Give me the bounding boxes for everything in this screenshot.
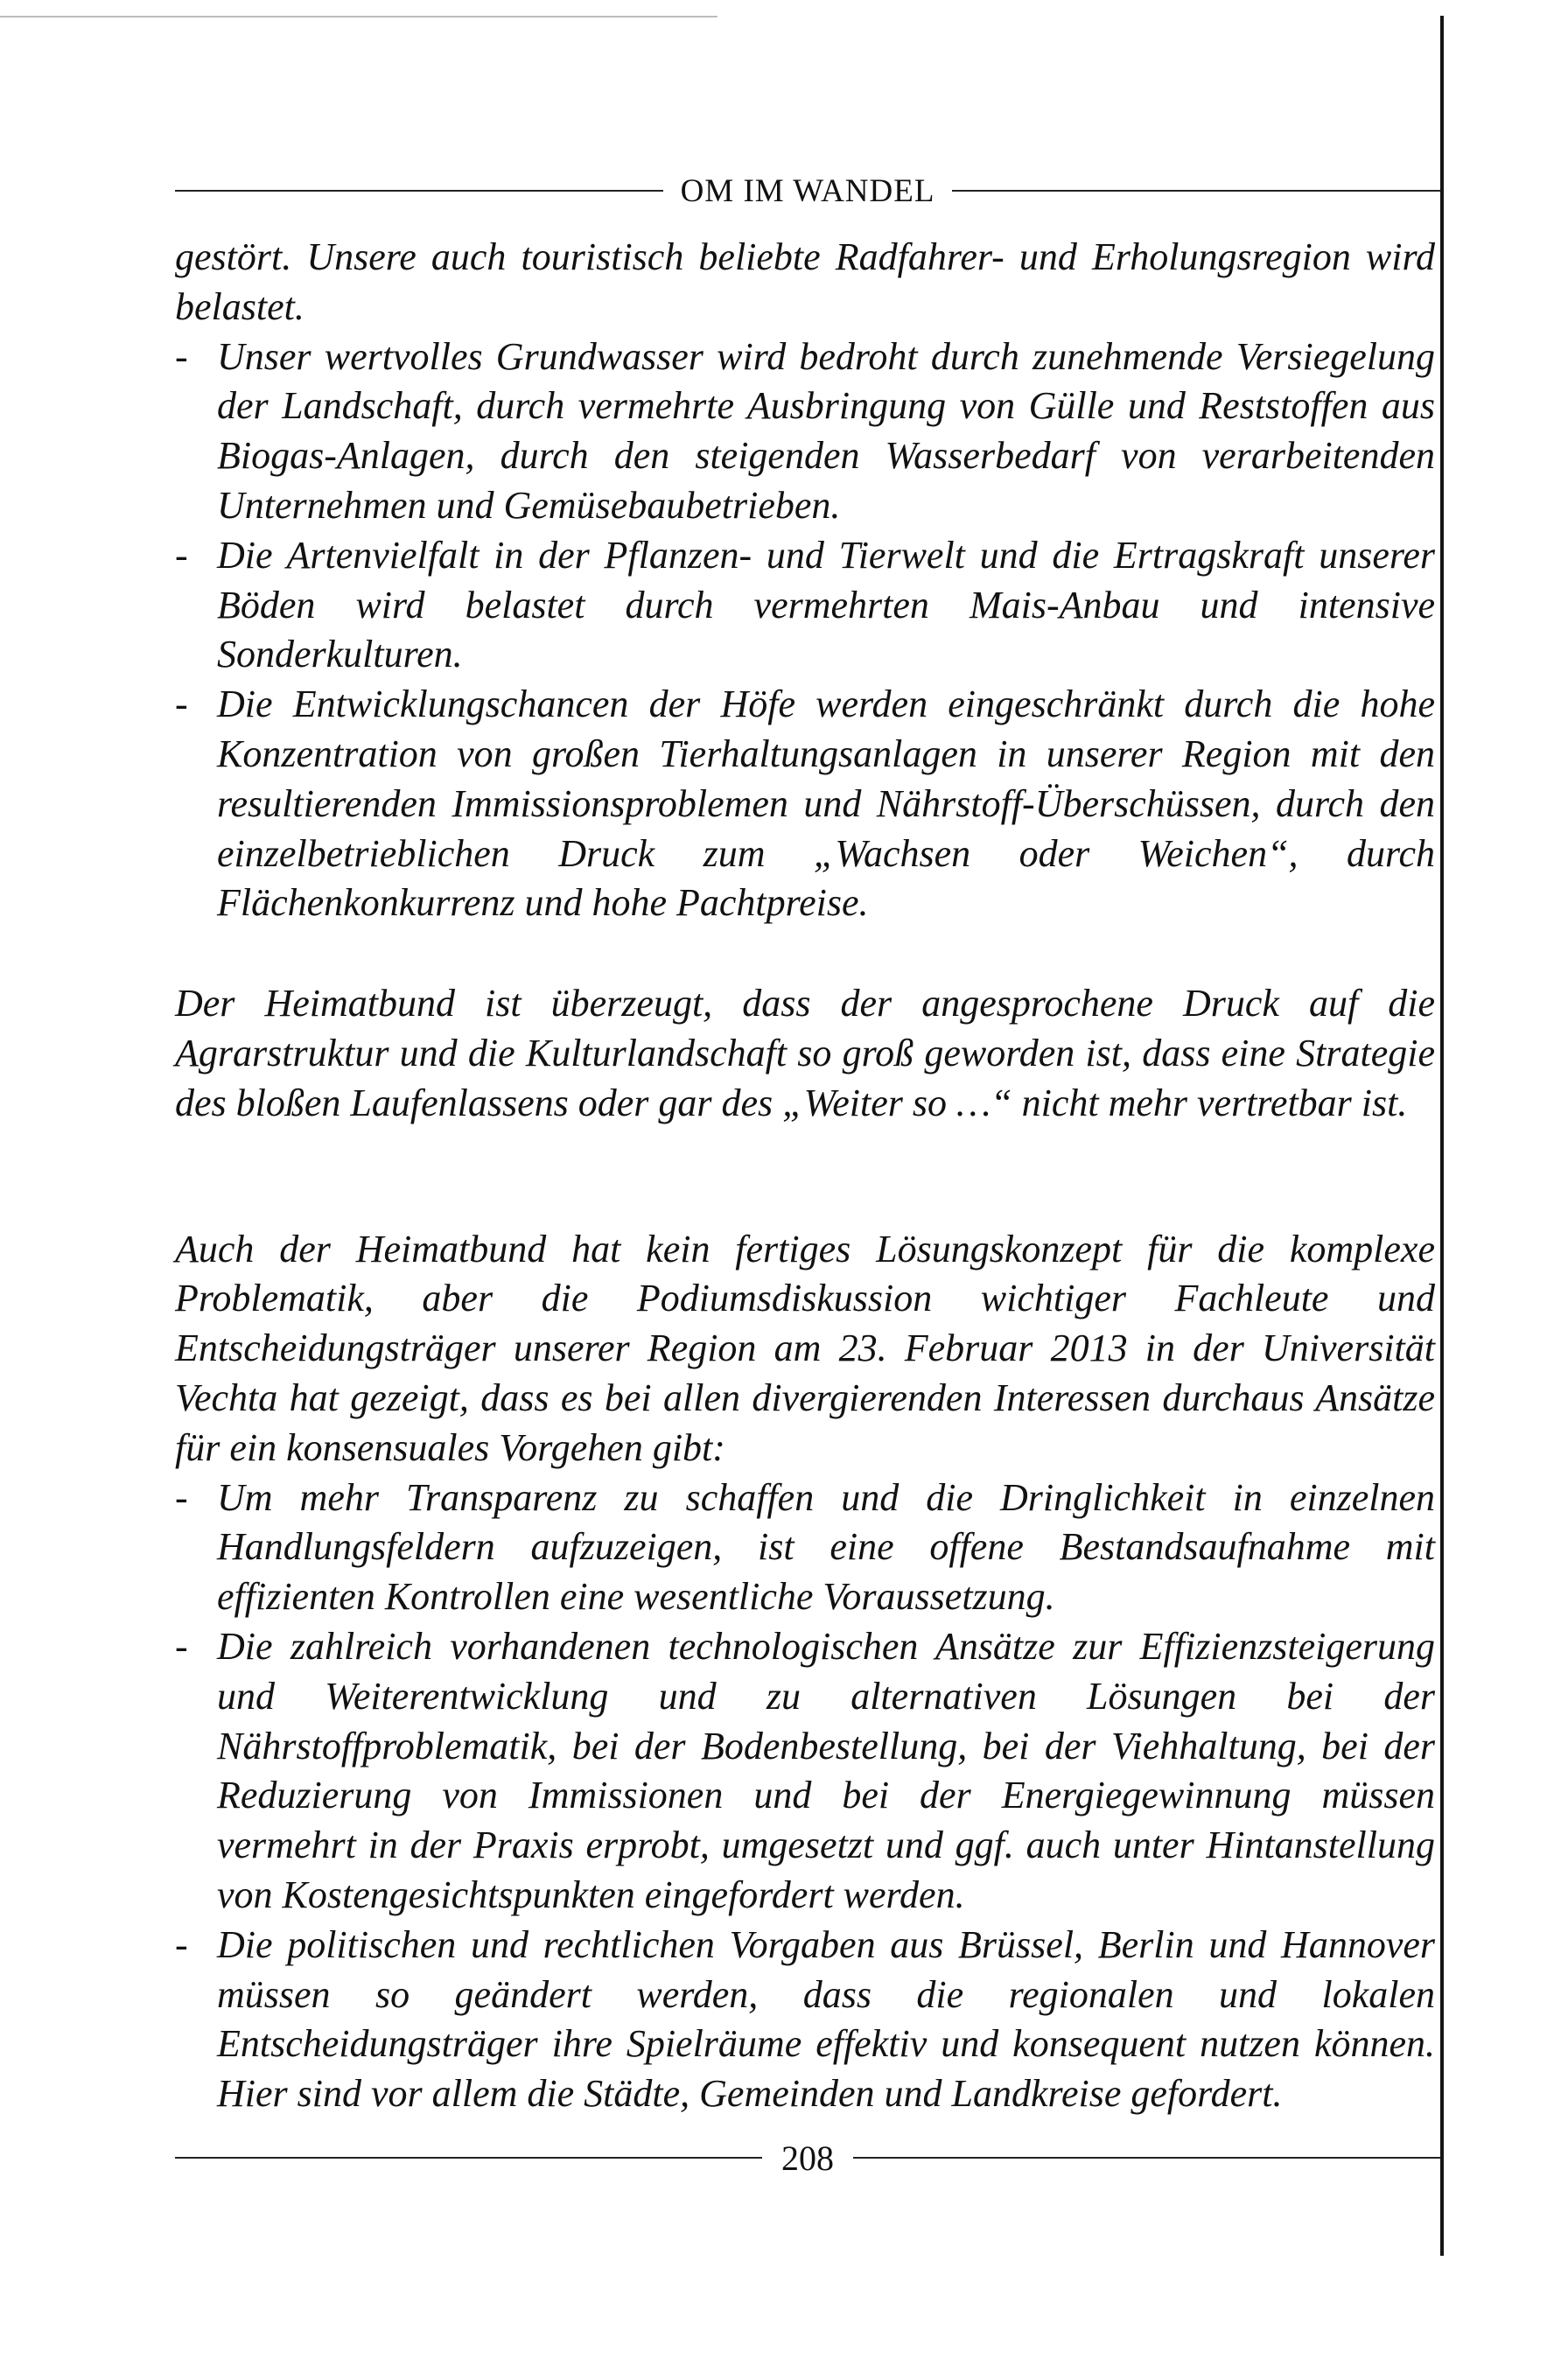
paragraph-heimatbund-approach: Auch der Heimatbund hat kein fertiges Lösungskonzept für die komplexe Problematik, aber die Podiumsdiskussion wichtiger Fachleute und Entscheidungsträger unserer Region am 23. Februar 2013 in der Universität Vechta hat gezeigt, dass es bei allen divergierenden Interessen durchaus Ansätze für ein konsensuales Vorgehen gibt: [175, 1227, 1435, 1469]
footer-rule-left [175, 2157, 762, 2159]
list-item [175, 680, 1435, 928]
page-right-edge-rule [1440, 16, 1444, 2256]
page-footer [175, 2132, 1440, 2184]
bullet-text: Die zahlreich vorhandenen technologischen Ansätze zur Effizienzsteigerung und Weiterentwicklung und zu alternativen Lösungen bei der Nährstoffproblematik, bei der Bodenbestellung, bei der Viehhaltung, bei der Reduzierung von Immissionen und bei der Energiegewinnung müssen vermehrt in der Praxis erprobt, umgesetzt und ggf. auch unter Hintanstellung von Kostengesichtspunkten eingefordert werden. [217, 1624, 1435, 1916]
bullet-text: Die Entwicklungschancen der Höfe werden eingeschränkt durch die hohe Konzentration von großen Tierhaltungsanlagen in unserer Region mit den resultierenden Immissionsproblemen und Nährstoff-Überschüssen, durch den einzelbetrieblichen Druck zum „Wachsen oder Weichen“, durch Flächenkonkurrenz und hohe Pachtpreise. [217, 682, 1435, 925]
paragraph-gap [175, 928, 1435, 979]
bullet-dash: - [175, 1624, 188, 1668]
bullet-dash: - [175, 334, 188, 378]
running-title: OM IM WANDEL [680, 172, 935, 209]
bullet-dash: - [175, 533, 188, 577]
page-number: 208 [781, 2138, 834, 2178]
bullet-dash: - [175, 682, 188, 726]
list-item [175, 1622, 1435, 1921]
intro-paragraph: gestört. Unsere auch touristisch beliebte Radfahrer- und Erholungsregion wird belastet. [175, 235, 1435, 328]
bullet-dash: - [175, 1475, 188, 1519]
bullet-text: Unser wertvolles Grundwasser wird bedroht durch zunehmende Versiegelung der Landschaft, durch vermehrte Ausbringung von Gülle und Reststoffen aus Biogas-Anlagen, durch den steigenden Wasserbedarf von verarbeitenden Unternehmen und Gemüsebaubetrieben. [217, 334, 1435, 527]
bullet-text: Die Artenvielfalt in der Pflanzen- und Tierwelt und die Ertragskraft unserer Böden wird belastet durch vermehrten Mais-Anbau und intensive Sonderkulturen. [217, 533, 1435, 676]
header-rule-left [175, 190, 663, 192]
paragraph-heimatbund-conviction: Der Heimatbund ist überzeugt, dass der angesprochene Druck auf die Agrarstruktur und die Kulturlandschaft so groß geworden ist, dass eine Strategie des bloßen Laufenlassens oder gar des „Weiter so …“ nicht mehr vertretbar ist. [175, 982, 1435, 1124]
bullet-text: Die politischen und rechtlichen Vorgaben aus Brüssel, Berlin und Hannover müssen so geändert werden, dass die regionalen und lokalen Entscheidungsträger ihre Spielräume effektiv und konsequent nutzen können. Hier sind vor allem die Städte, Gemeinden und Landkreise gefordert. [217, 1922, 1435, 2116]
body-text [175, 233, 1435, 2119]
list-item [175, 332, 1435, 531]
header-rule-right [952, 190, 1440, 192]
footer-rule-right [853, 2157, 1440, 2159]
paragraph-gap [175, 1129, 1435, 1225]
list-item [175, 531, 1435, 680]
list-item [175, 1474, 1435, 1622]
running-header [175, 164, 1440, 217]
bullet-dash: - [175, 1922, 188, 1966]
scan-top-edge-line [0, 16, 718, 18]
list-item [175, 1921, 1435, 2119]
bullet-text: Um mehr Transparenz zu schaffen und die Dringlichkeit in einzelnen Handlungsfeldern aufzuzeigen, ist eine offene Bestandsaufnahme mit effizienten Kontrollen eine wesentliche Voraussetzung. [217, 1475, 1435, 1619]
